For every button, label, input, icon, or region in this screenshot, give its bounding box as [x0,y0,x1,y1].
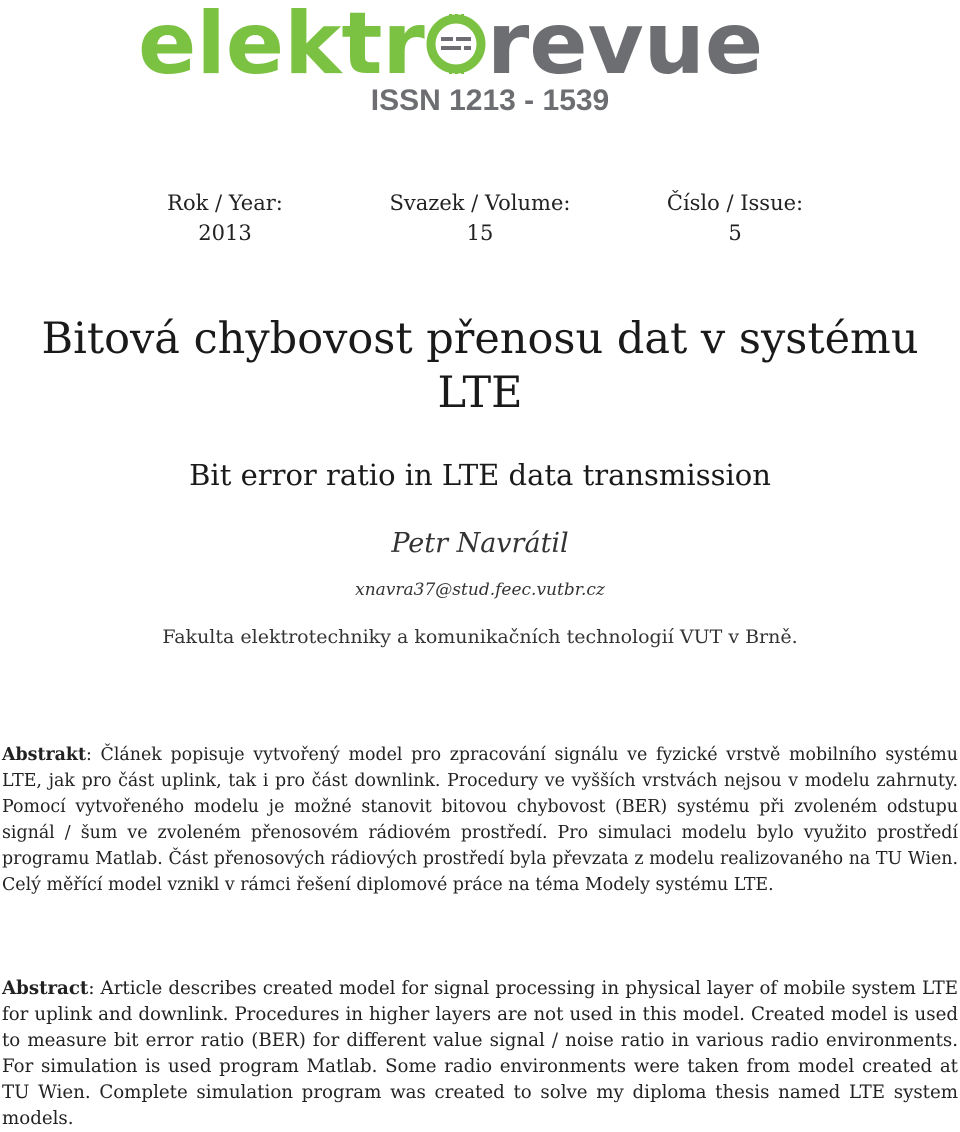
meta-issue [640,188,830,248]
abstract-czech [2,742,958,898]
issn-number: ISSN 1213 - 1539 [370,84,610,117]
issue-label: Číslo / Issue: [666,191,804,215]
author-affiliation: Fakulta elektrotechniky a komunikačních technologií VUT v Brně. [162,626,798,648]
abstract-english-label: Abstract [2,978,89,999]
publication-meta [0,188,960,252]
year-label: Rok / Year: [167,191,283,215]
year-value: 2013 [198,221,252,245]
abstract-english [2,976,958,1132]
logo-part-elektr: elektr [138,0,425,94]
logo-circuit-o-icon [425,13,487,75]
issue-value: 5 [728,221,742,245]
abstract-czech-label: Abstrakt [2,745,86,765]
paper-title-english: Bit error ratio in LTE data transmission [189,458,771,492]
abstract-czech-text: : Článek popisuje vytvořený model pro zpracování signálu ve fyzické vrstvě mobilního systému LTE, jak pro část uplink, tak i pro část downlink. Procedury ve vyšších vrstvách nejsou v modelu zahrnuty. Pomocí vytvořeného modelu je možné stanovit bitovou chybovost (BER) systému při zvoleném odstupu signál / šum ve zvoleném přenosovém rádiovém prostředí. Pro simulaci modelu bylo využito prostředí programu Matlab. Část přenosových rádiových prostředí byla převzata z modelu realizovaného na TU Wien. Celý měřící model vznikl v rámci řešení diplomové práce na téma Modely systému LTE. [2,745,958,895]
volume-value: 15 [466,221,494,245]
abstract-english-text: : Article describes created model for signal processing in physical layer of mobile system LTE for uplink and downlink. Procedures in higher layers are not used in this model. Created model is used to measure bit error ratio (BER) for different value signal / noise ratio in various radio environments. For simulation is used program Matlab. Some radio environments were taken from model created at TU Wien. Complete simulation program was created to solve my diploma thesis named LTE system models. [2,978,958,1129]
volume-label: Svazek / Volume: [389,191,571,215]
author-email: xnavra37@stud.feec.vutbr.cz [355,580,605,600]
meta-year [130,188,320,248]
meta-volume [380,188,580,248]
journal-logo [138,0,828,94]
author-name: Petr Navrátil [391,528,569,559]
paper-title-czech: Bitová chybovost přenosu dat v systému LTE [41,314,919,418]
logo-part-revue: revue [486,0,764,94]
